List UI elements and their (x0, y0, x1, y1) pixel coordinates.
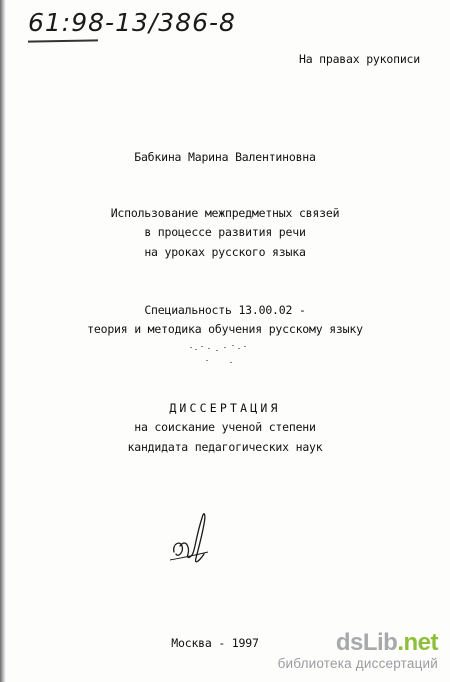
dslib-logo-tld: .net (397, 629, 438, 656)
degree-purpose: на соискание ученой степени (134, 420, 316, 434)
dissertation-heading: ДИССЕРТАЦИЯ (169, 401, 281, 415)
specialty-name: теория и методика обучения русскому языку (87, 322, 363, 336)
author-name: Бабкина Марина Валентиновна (134, 150, 316, 164)
scan-specks (186, 344, 256, 366)
thesis-title-line-3: на уроках русского языка (144, 245, 306, 259)
dslib-logo (278, 630, 438, 656)
manuscript-rights-note: На правах рукописи (298, 52, 420, 66)
dslib-caption: библиотека диссертаций (277, 656, 438, 671)
thesis-title-line-1: Использование межпредметных связей (110, 206, 340, 220)
scan-edge-shadow (0, 0, 6, 682)
archive-code-handwritten: 61:98-13/386-8 (28, 8, 236, 37)
degree-name: кандидата педагогических наук (127, 440, 323, 454)
dslib-watermark (278, 630, 438, 672)
archive-code-underline (28, 39, 98, 42)
thesis-title-line-2: в процессе развития речи (144, 225, 306, 239)
dslib-logo-main: dsLib (335, 629, 398, 656)
specialty-code: Специальность 13.00.02 - (144, 303, 306, 317)
handwritten-signature (166, 500, 216, 570)
city-and-year: Москва - 1997 (171, 636, 259, 650)
